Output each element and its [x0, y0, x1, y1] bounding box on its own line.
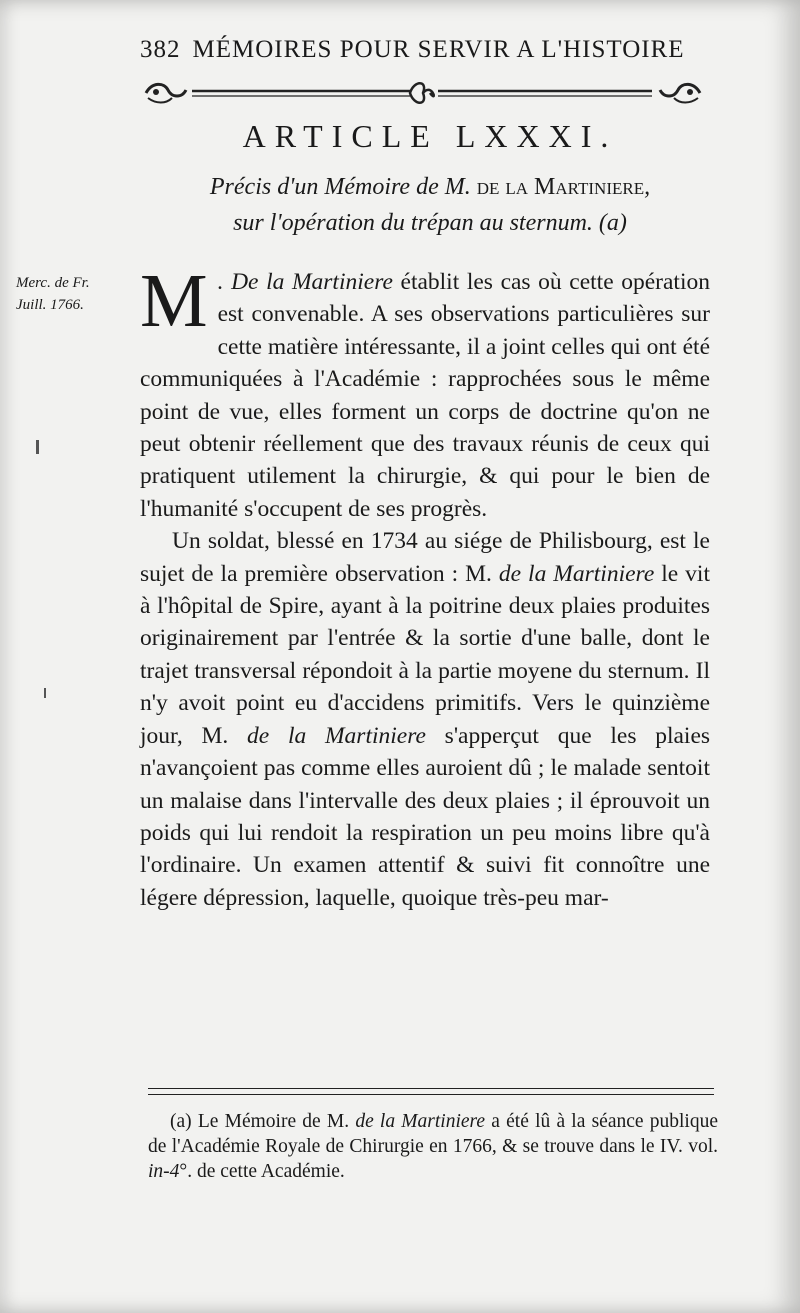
subtitle-prefix: Précis d'un Mémoire de M.	[209, 174, 471, 200]
margin-note-line: Juill. 1766.	[16, 297, 84, 313]
author-name: de la Martiniere	[355, 1111, 486, 1132]
footnote-rule	[148, 1088, 714, 1095]
margin-note-line: Merc. de Fr.	[16, 275, 90, 291]
running-title: MÉMOIRES POUR SERVIR A L'HISTOIRE	[192, 36, 685, 63]
footnote-text: a été lû à la séance publique de l'Académie Royale de Chirurgie en 1766, & se trouve dans le IV. vol.	[148, 1111, 718, 1157]
author-name: de la Martiniere	[498, 560, 655, 587]
footnote-text: °. de cette Académie.	[179, 1160, 345, 1182]
paragraph-text: établit les cas où cette opération est convenable. A ses observations particulières sur cette matière intéressante, il a joint celles qui ont été communiquées à l'Académie : rapprochées sous le même point de vue, elles forment un corps de doctrine qu'on ne peut obtenir réellement que des travaux réunis de ceux qui pratiquent utilement la chirurgie, & qui pour le bien de l'humanité s'occupent de ses progrès.	[140, 269, 710, 522]
author-name: de la Martiniere	[476, 174, 645, 200]
subtitle-punct: ,	[644, 174, 651, 200]
paragraph-text: Un soldat, blessé en 1734 au siége de Philisbourg, est le sujet de la première observation : M.	[140, 528, 710, 587]
footnote	[148, 1110, 718, 1184]
drop-cap: M	[140, 259, 208, 343]
paragraph-text: s'apperçut que les plaies n'avançoient pas comme elles auroient dû ; le malade sentoit un malaise dans l'intervalle des deux plaies ; il éprouvoit un poids qui lui rendoit la respiration un peu moins libre qu'à l'ordinaire. Un examen attentif & suivi fit connoître une légere dépression, laquelle, quoique très-peu mar-	[140, 722, 711, 911]
paragraph-text: le vit à l'hôpital de Spire, ayant à la poitrine deux plaies produites originairement par l'entrée & la sortie d'une balle, dont le trajet transversal répondoit à la partie moyene du sternum. Il n'y avoit point eu d'accidens primitifs. Vers le quinzième jour, M.	[140, 560, 710, 749]
running-head	[140, 36, 720, 64]
author-name: . De la Martiniere	[217, 269, 393, 295]
paragraph	[140, 259, 710, 525]
article-title: ARTICLE LXXXI.	[242, 118, 618, 154]
page-number: 382	[140, 36, 181, 63]
author-name: de la Martiniere	[247, 722, 426, 749]
paper-speck	[36, 440, 39, 454]
paragraph	[140, 525, 710, 914]
ornament-divider-icon	[142, 78, 704, 108]
paper-speck	[44, 688, 46, 698]
format-label: in-4	[148, 1160, 180, 1182]
footnote-text: (a) Le Mémoire de M.	[170, 1111, 356, 1132]
margin-note	[16, 272, 141, 316]
article-subtitle-line-2: sur l'opération du trépan au sternum. (a)	[233, 210, 627, 236]
article-body	[140, 259, 711, 914]
article-subtitle-line-1	[140, 174, 720, 201]
